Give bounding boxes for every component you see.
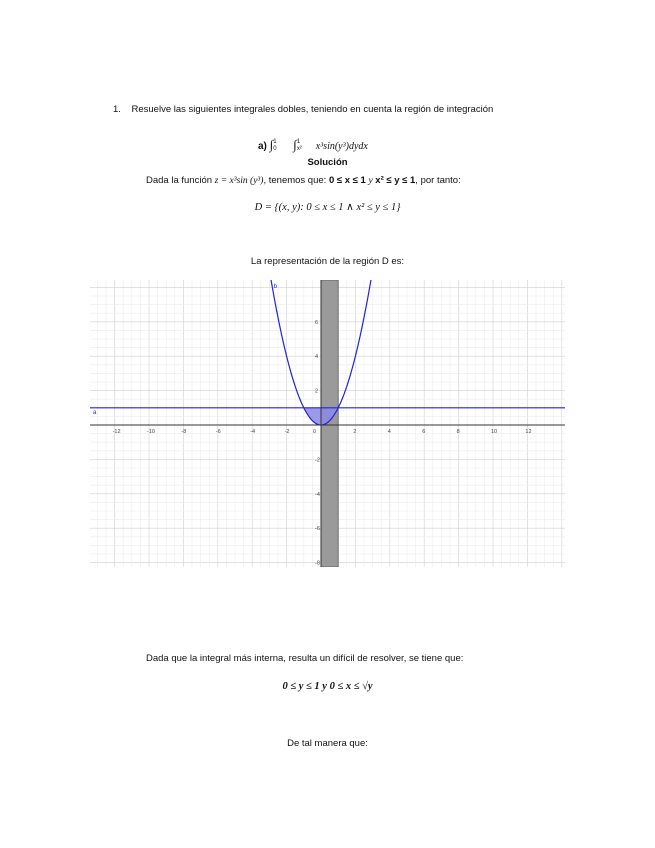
- given-prefix: Dada la función: [146, 175, 213, 186]
- integral-label: a): [258, 141, 267, 152]
- y-tick-label: 4: [315, 354, 319, 361]
- x-tick-label: 10: [491, 429, 498, 435]
- given-middle: , tenemos que:: [263, 175, 327, 186]
- x-tick-label: 12: [525, 429, 532, 435]
- curve-label: b: [273, 284, 278, 290]
- y-tick-label: -4: [315, 491, 320, 498]
- second-math: 0 ≤ y ≤ 1 y 0 ≤ x ≤ √y: [282, 681, 373, 692]
- y-tick-label: -8: [315, 560, 320, 567]
- integral-upper-1: 1: [273, 139, 277, 146]
- y-tick-labels: [315, 320, 320, 567]
- y-tick-label: -6: [315, 526, 320, 533]
- final-text: De tal manera que:: [287, 738, 368, 749]
- given-cond2: x² ≤ y ≤ 1: [375, 175, 416, 186]
- given-cond1: 0 ≤ x ≤ 1: [328, 175, 366, 186]
- second-text: Dada que la integral más interna, resulta un difícil de resolver, se tiene que:: [146, 653, 464, 664]
- integrand: x³sin(y³)dydx: [315, 141, 368, 152]
- x-tick-label: -10: [147, 429, 155, 435]
- graph-caption: La representación de la región D es:: [250, 256, 405, 267]
- solution-heading: Solución: [307, 157, 348, 168]
- given-suffix: , por tanto:: [415, 175, 461, 186]
- region-definition: D = {(x, y): 0 ≤ x ≤ 1 ∧ x² ≤ y ≤ 1}: [254, 202, 401, 213]
- y-tick-label: 6: [315, 319, 319, 326]
- integral-lower-1: 0: [273, 146, 277, 153]
- given-y-word: y: [368, 176, 373, 186]
- given-line: [146, 175, 461, 186]
- integral-expression: a) ∫1 0 ∫1 x² x³sin(y³)dydx: [258, 137, 368, 153]
- problem-statement: [113, 104, 493, 115]
- x-tick-label: -8: [181, 429, 187, 435]
- problem-text: Resuelve las siguientes integrales dobles, teniendo en cuenta la región de integración: [131, 104, 494, 115]
- x-tick-label: 4: [387, 429, 391, 435]
- x-tick-label: -2: [284, 429, 290, 435]
- x-tick-label: -4: [250, 429, 256, 435]
- x-tick-label: 6: [422, 429, 426, 435]
- x-tick-label: 2: [353, 429, 357, 435]
- x-tick-label: 8: [456, 429, 460, 435]
- integral-upper-2: 1: [296, 139, 301, 146]
- y-tick-label: -2: [315, 457, 320, 464]
- region-graph: [90, 280, 565, 567]
- problem-number: 1.: [113, 104, 121, 115]
- line-label: a: [93, 409, 97, 416]
- y-tick-label: 2: [315, 388, 319, 395]
- x-tick-label: -12: [112, 429, 121, 435]
- x-tick-label: -6: [215, 429, 221, 435]
- given-function: z = x³sin (y³): [214, 176, 264, 186]
- x-tick-label: 0: [313, 429, 317, 435]
- integral-lower-2: x²: [296, 146, 302, 153]
